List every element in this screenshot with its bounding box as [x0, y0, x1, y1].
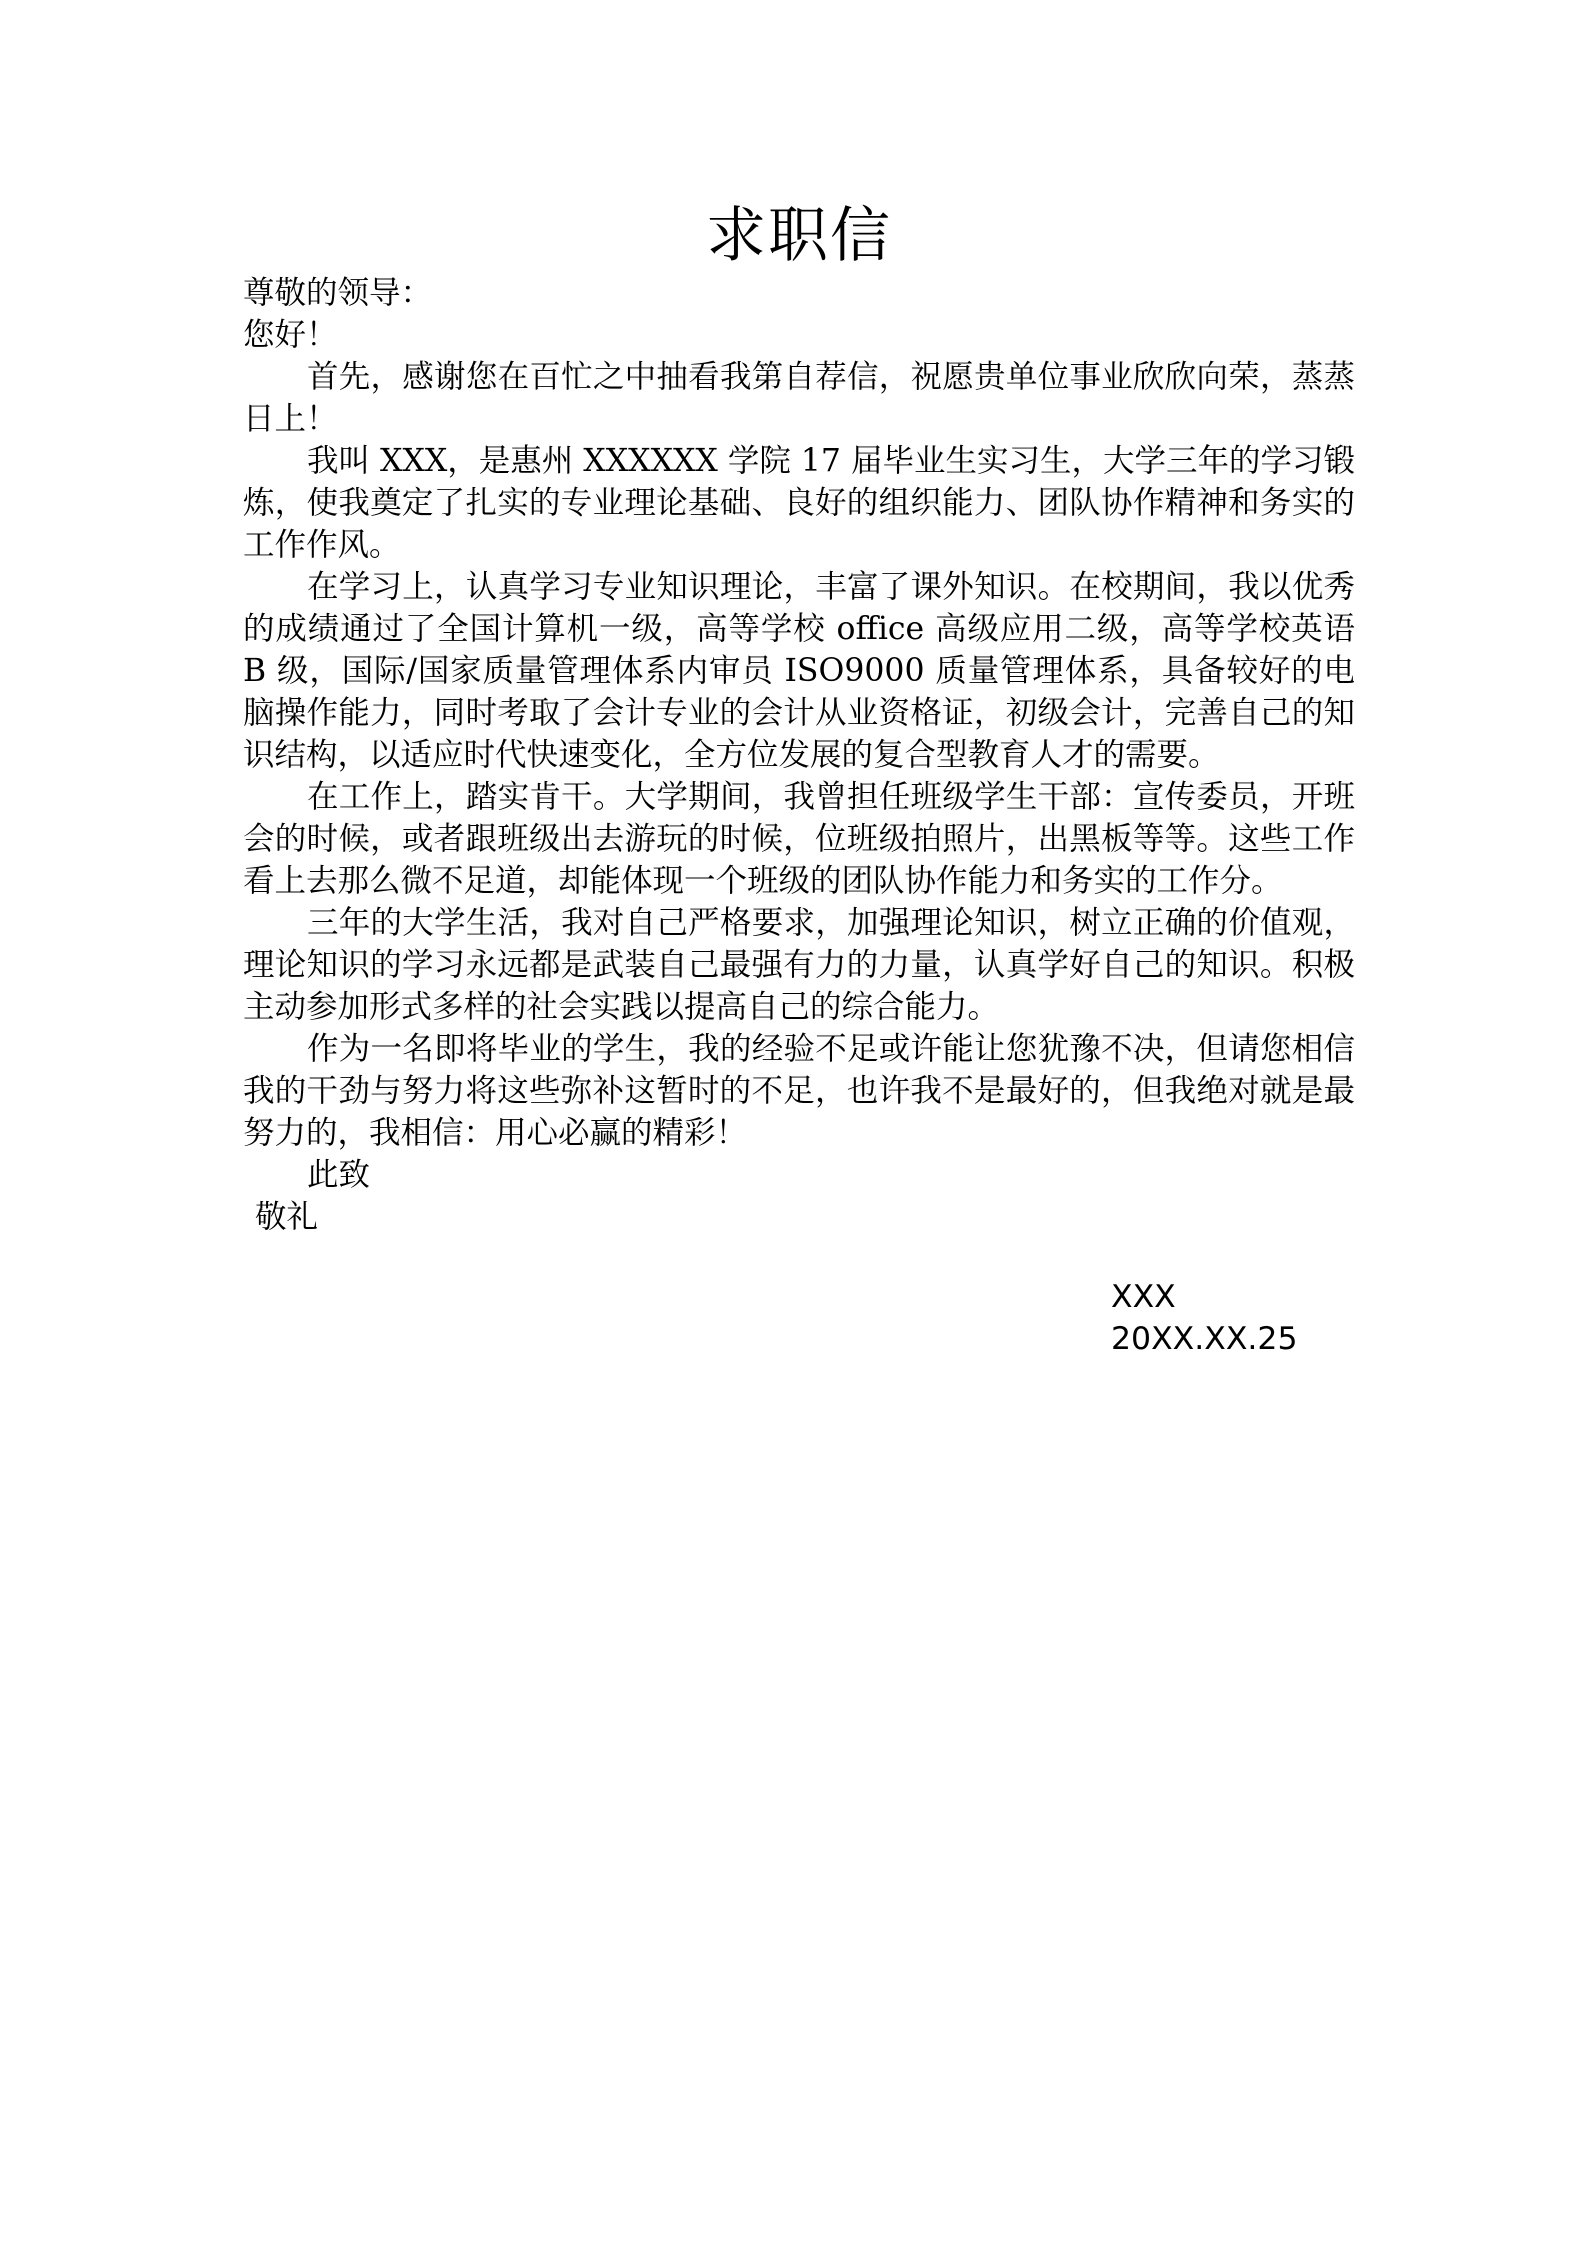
closing-line-2: 敬礼	[255, 1199, 319, 1235]
signature-block	[1111, 1276, 1298, 1360]
page-title: 求职信	[706, 201, 892, 271]
salutation: 您好！	[243, 317, 338, 353]
paragraph-introduction: 我叫 XXX，是惠州 XXXXXX 学院 17 届毕业生实习生，大学三年的学习锻炼，使我奠定了扎实的专业理论基础、良好的组织能力、团队协作精神和务实的工作作风。	[243, 443, 1355, 563]
paragraph-work: 在工作上，踏实肯干。大学期间，我曾担任班级学生干部：宣传委员，开班会的时候，或者跟班级出去游玩的时候，位班级拍照片，出黑板等等。这些工作看上去那么微不足道，却能体现一个班级的团队协作能力和务实的工作分。	[243, 779, 1355, 899]
paragraph-study: 在学习上，认真学习专业知识理论，丰富了课外知识。在校期间，我以优秀的成绩通过了全国计算机一级，高等学校 office 高级应用二级，高等学校英语 B 级，国际/国家质量管理体系内审员 ISO9000 质量管理体系，具备较好的电脑操作能力，同时考取了会计专业的会计从业资格证，初级会计，完善自己的知识结构，以适应时代快速变化，全方位发展的复合型教育人才的需要。	[243, 569, 1355, 773]
signature-date: 20XX.XX.25	[1111, 1321, 1298, 1357]
greeting: 尊敬的领导：	[243, 275, 433, 311]
paragraph-college-life: 三年的大学生活，我对自己严格要求，加强理论知识，树立正确的价值观，理论知识的学习永远都是武装自己最强有力的力量，认真学好自己的知识。积极主动参加形式多样的社会实践以提高自己的综合能力。	[243, 905, 1355, 1025]
letter-body	[243, 272, 1355, 1238]
paragraph-conclusion: 作为一名即将毕业的学生，我的经验不足或许能让您犹豫不决，但请您相信我的干劲与努力将这些弥补这暂时的不足，也许我不是最好的，但我绝对就是最努力的，我相信：用心必赢的精彩！	[243, 1031, 1355, 1151]
signature-name: XXX	[1111, 1279, 1176, 1315]
closing-line-1: 此致	[307, 1157, 371, 1193]
paragraph-thanks: 首先，感谢您在百忙之中抽看我第自荐信，祝愿贵单位事业欣欣向荣，蒸蒸日上！	[243, 359, 1355, 437]
